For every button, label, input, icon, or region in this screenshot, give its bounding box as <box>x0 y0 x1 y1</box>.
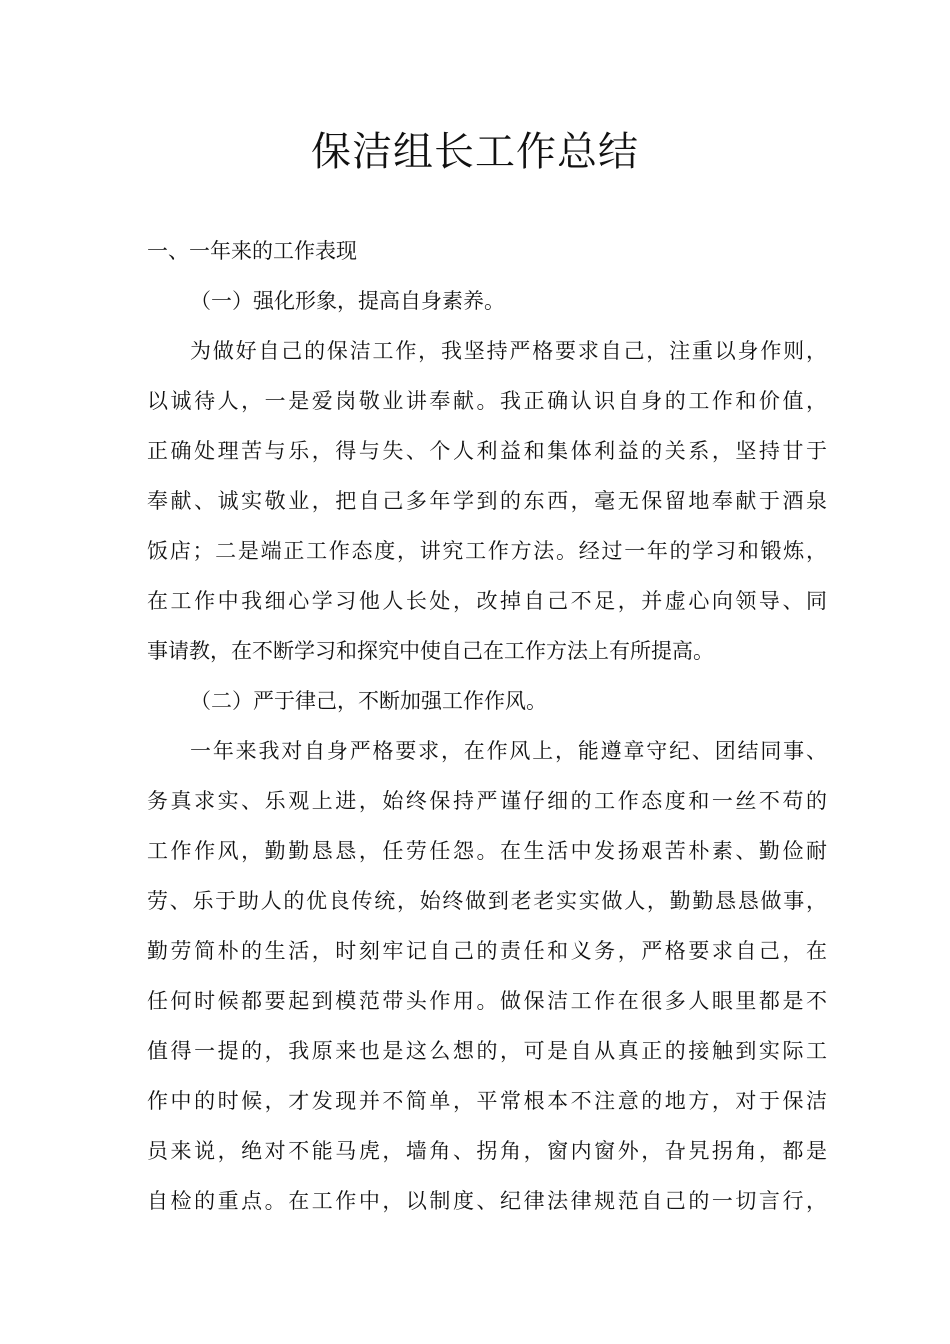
document-title: 保洁组长工作总结 <box>311 129 639 175</box>
section-heading: 一、一年来的工作表现 <box>147 239 357 263</box>
paragraph-line: 自检的重点。在工作中，以制度、纪律法律规范自己的一切言行， <box>147 1189 827 1213</box>
paragraph-line: 以诚待人，一是爱岗敬业讲奉献。我正确认识自身的工作和价值， <box>147 389 827 413</box>
paragraph-line: 一年来我对自身严格要求，在作风上，能遵章守纪、团结同事、 <box>190 739 827 763</box>
paragraph-line: 在工作中我细心学习他人长处，改掉自己不足，并虚心向领导、同 <box>147 589 827 613</box>
paragraph-line: 劳、乐于助人的优良传统，始终做到老老实实做人，勤勤恳恳做事， <box>147 889 827 913</box>
paragraph-line: 务真求实、乐观上进，始终保持严谨仔细的工作态度和一丝不苟的 <box>147 789 827 813</box>
paragraph-line: 事请教，在不断学习和探究中使自己在工作方法上有所提高。 <box>147 639 714 663</box>
paragraph-line: 员来说，绝对不能马虎，墙角、拐角，窗内窗外，旮旯拐角，都是 <box>147 1139 827 1163</box>
paragraph-line: 值得一提的，我原来也是这么想的，可是自从真正的接触到实际工 <box>147 1039 827 1063</box>
paragraph-line: 任何时候都要起到模范带头作用。做保洁工作在很多人眼里都是不 <box>147 989 827 1013</box>
paragraph-line: 工作作风，勤勤恳恳，任劳任怨。在生活中发扬艰苦朴素、勤俭耐 <box>147 839 827 863</box>
paragraph-line: 为做好自己的保洁工作，我坚持严格要求自己，注重以身作则， <box>190 339 827 363</box>
subsection-heading: （一）强化形象，提高自身素养。 <box>190 289 505 313</box>
paragraph-line: 正确处理苦与乐，得与失、个人利益和集体利益的关系，坚持甘于 <box>147 439 827 463</box>
paragraph-line: 勤劳简朴的生活，时刻牢记自己的责任和义务，严格要求自己，在 <box>147 939 827 963</box>
subsection-heading: （二）严于律己，不断加强工作作风。 <box>190 689 547 713</box>
paragraph-line: 作中的时候，才发现并不简单，平常根本不注意的地方，对于保洁 <box>147 1089 827 1113</box>
paragraph-line: 奉献、诚实敬业，把自己多年学到的东西，毫无保留地奉献于酒泉 <box>147 489 827 513</box>
paragraph-line: 饭店；二是端正工作态度，讲究工作方法。经过一年的学习和锻炼， <box>147 539 827 563</box>
